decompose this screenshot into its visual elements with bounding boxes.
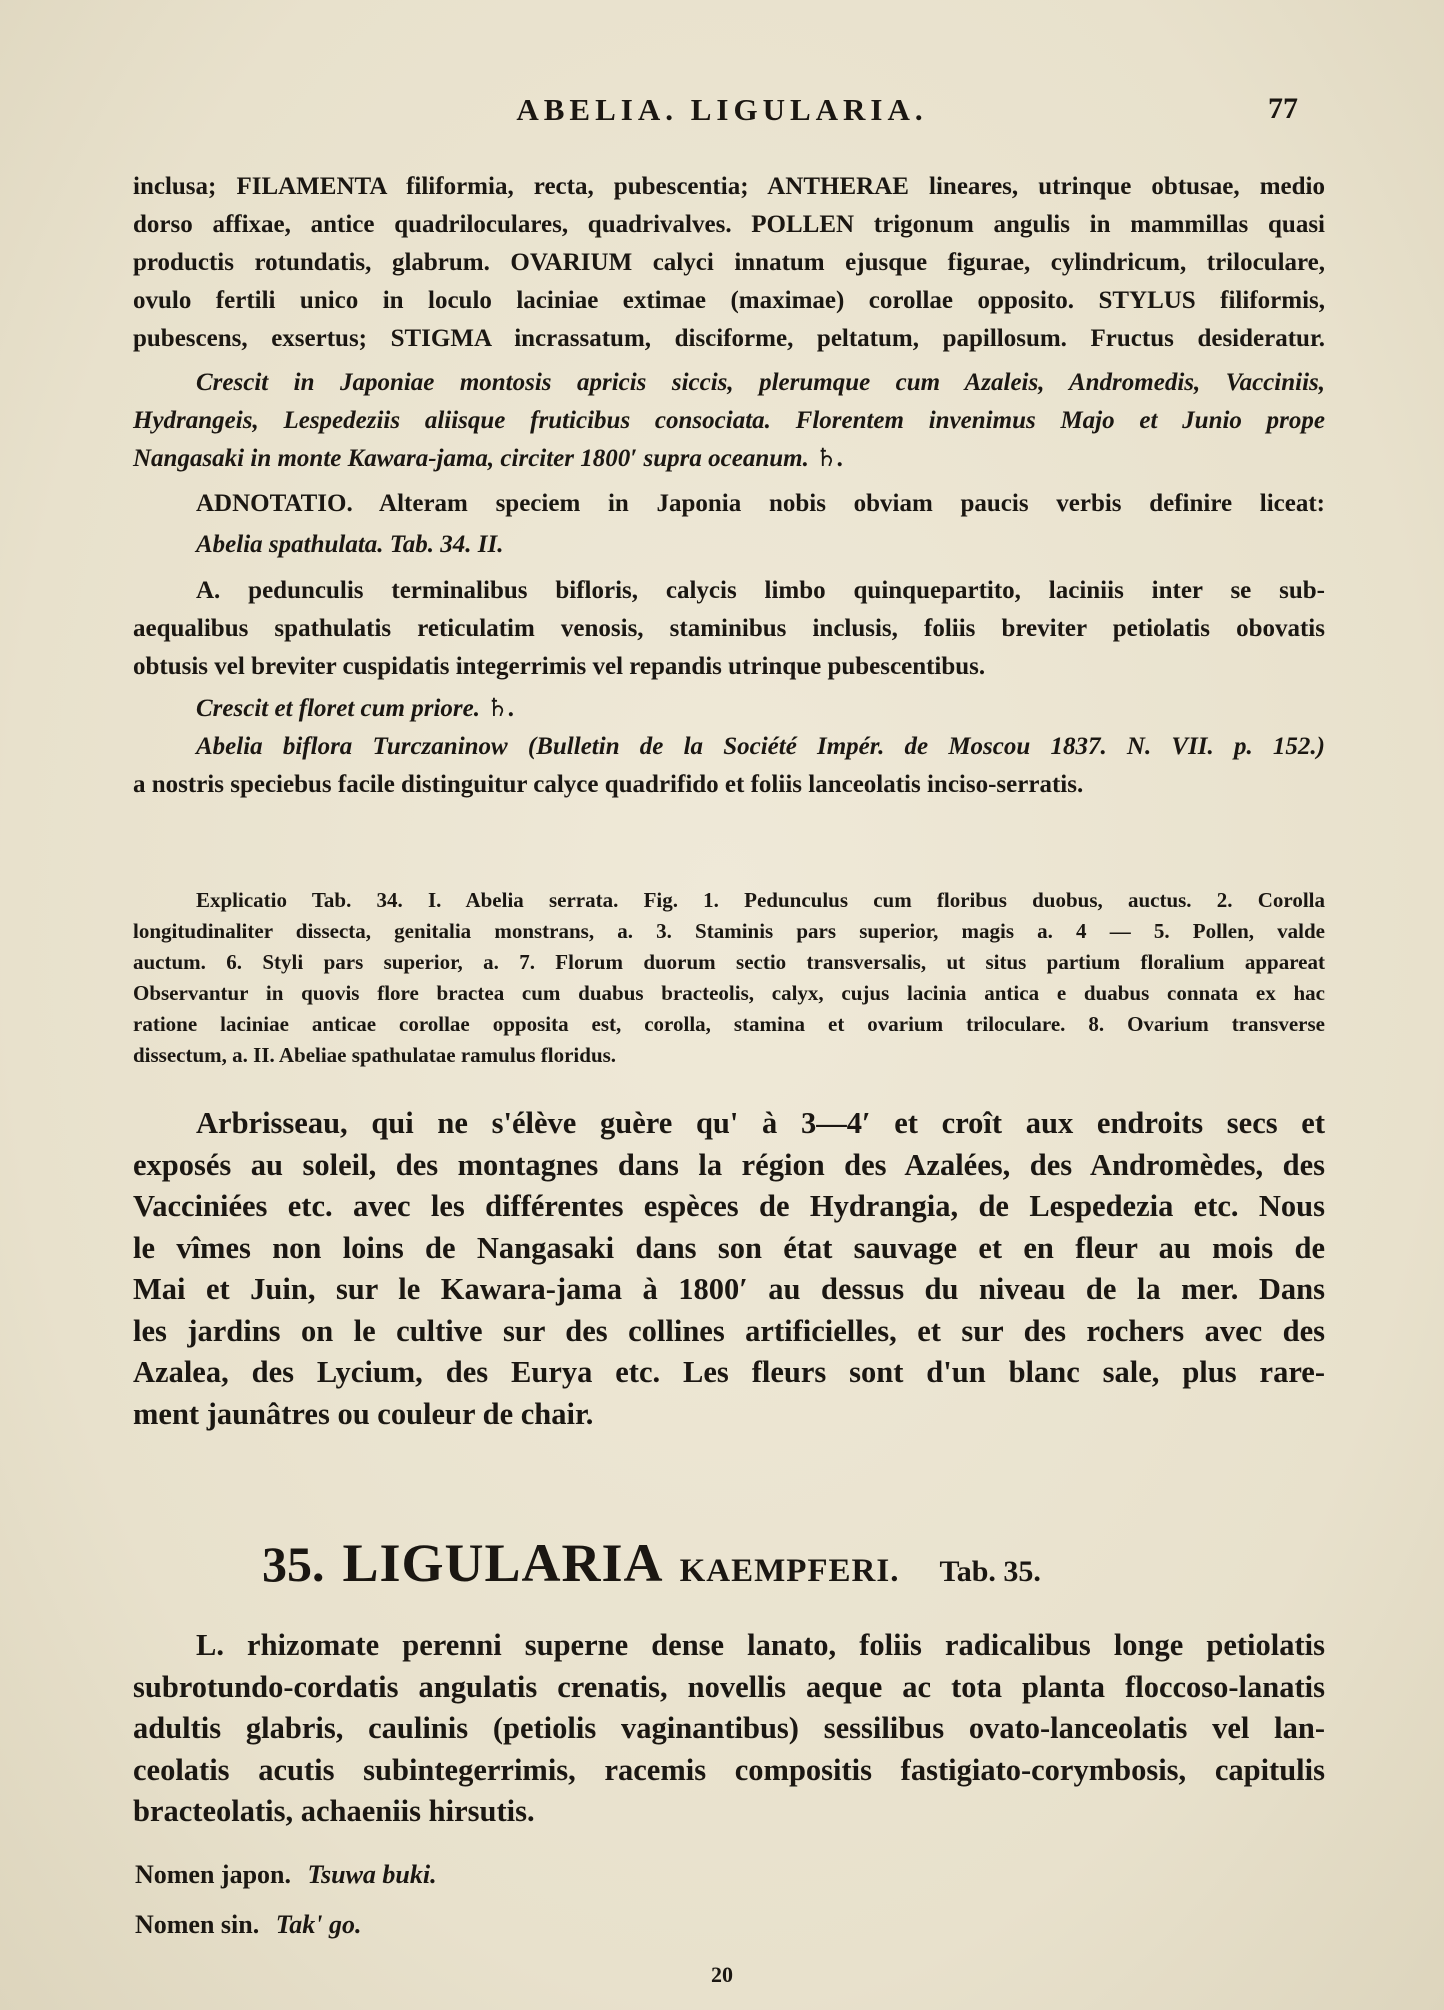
species-diagnosis-line: A. pedunculis terminalibus bifloris, calycis limbo quinquepartito, laciniis inter se sub- xyxy=(196,577,1325,604)
species-diagnosis-line: obtusis vel breviter cuspidatis integerrimis vel repandis utrinque pubescentibus. xyxy=(133,653,986,680)
section-tab: Tab. 35. xyxy=(939,1555,1041,1588)
french-line: Vacciniées etc. avec les différentes espèces de Hydrangia, de Lespedezia etc. Nous xyxy=(133,1189,1325,1223)
section-species: KAEMPFERI. xyxy=(679,1553,900,1589)
nomen-japon-value: Tsuwa buki. xyxy=(307,1860,437,1889)
description-line: ovulo fertili unico in loculo laciniae extimae (maximae) corollae opposito. STYLUS filiformis, xyxy=(133,287,1325,314)
habitat-line: Crescit in Japoniae montosis apricis siccis, plerumque cum Azaleis, Andromedis, Vacciniis, xyxy=(196,369,1325,396)
nomen-sin-label: Nomen sin. xyxy=(135,1910,260,1939)
crescit-line: Crescit et floret cum priore. ♄. xyxy=(196,695,515,722)
nomen-sin-value: Tak' go. xyxy=(275,1910,362,1939)
diagnosis-line: ceolatis acutis subintegerrimis, racemis compositis fastigiato-corymbosis, capitulis xyxy=(133,1752,1325,1787)
page-number: 77 xyxy=(1268,92,1298,125)
explicatio-line: Explicatio Tab. 34. I. Abelia serrata. Fig. 1. Pedunculus cum floribus duobus, auctus. 2. Corolla xyxy=(196,888,1325,912)
description-line: pubescens, exsertus; STIGMA incrassatum, disciforme, peltatum, papillosum. Fructus desideratur. xyxy=(133,325,1325,352)
diagnosis-paragraph xyxy=(133,1625,1325,1833)
nomen-japon xyxy=(135,1860,437,1890)
french-line: Mai et Juin, sur le Kawara-jama à 1800′ au dessus du niveau de la mer. Dans xyxy=(133,1272,1325,1306)
running-title: ABELIA. LIGULARIA. xyxy=(516,92,928,127)
french-line: Arbrisseau, qui ne s'élève guère qu' à 3—4′ et croît aux endroits secs et xyxy=(196,1106,1325,1140)
section-heading xyxy=(262,1532,1041,1594)
habitat-line: Nangasaki in monte Kawara-jama, circiter 1800′ supra oceanum. ♄. xyxy=(133,445,844,472)
french-line: les jardins on le cultive sur des collines artificielles, et sur des rochers avec des xyxy=(133,1313,1325,1348)
explicatio-line: longitudinaliter dissecta, genitalia monstrans, a. 3. Staminis pars superior, magis a. 4 — 5. Pollen, valde xyxy=(133,919,1325,943)
french-line: Azalea, des Lycium, des Eurya etc. Les fleurs sont d'un blanc sale, plus rare- xyxy=(133,1355,1325,1389)
nomen-japon-label: Nomen japon. xyxy=(135,1860,292,1889)
adnotatio-line: ADNOTATIO. Alteram speciem in Japonia nobis obviam paucis verbis definire liceat: xyxy=(196,490,1325,517)
french-line: exposés au soleil, des montagnes dans la région des Azalées, des Andromèdes, des xyxy=(133,1147,1325,1182)
biflora-line: a nostris speciebus facile distinguitur calyce quadrifido et foliis lanceolatis inciso-serratis. xyxy=(133,771,1084,798)
description-line: inclusa; FILAMENTA filiformia, recta, pubescentia; ANTHERAE lineares, utrinque obtusae, medio xyxy=(133,173,1325,200)
species-line: Abelia spathulata. Tab. 34. II. xyxy=(196,531,504,558)
habitat-line: Hydrangeis, Lespedeziis aliisque fruticibus consociata. Florentem invenimus Majo et Junio prope xyxy=(133,407,1325,434)
french-line: le vîmes non loins de Nangasaki dans son état sauvage et en fleur au mois de xyxy=(133,1230,1325,1265)
section-genus: LIGULARIA xyxy=(342,1533,664,1593)
biflora-line: Abelia biflora Turczaninow (Bulletin de la Société Impér. de Moscou 1837. N. VII. p. 152.) xyxy=(196,733,1325,760)
explicatio-line: ratione laciniae anticae corollae opposita est, corolla, stamina et ovarium triloculare. 8. Ovarium transverse xyxy=(133,1012,1325,1036)
description-section xyxy=(133,168,1325,804)
explicatio-line: auctum. 6. Styli pars superior, a. 7. Florum duorum sectio transversalis, ut situs partium floralium appareat xyxy=(133,950,1325,974)
french-paragraph xyxy=(133,1103,1325,1435)
description-line: dorso affixae, antice quadriloculares, quadrivalves. POLLEN trigonum angulis in mammillas quasi xyxy=(133,211,1325,238)
explicatio-line: dissectum, a. II. Abeliae spathulatae ramulus floridus. xyxy=(133,1043,617,1067)
description-line: productis rotundatis, glabrum. OVARIUM calyci innatum ejusque figurae, cylindricum, triloculare, xyxy=(133,249,1325,276)
species-diagnosis-line: aequalibus spathulatis reticulatim venosis, staminibus inclusis, foliis breviter petiolatis obovatis xyxy=(133,615,1325,642)
diagnosis-line: bracteolatis, achaeniis hirsutis. xyxy=(133,1794,535,1828)
french-line: ment jaunâtres ou couleur de chair. xyxy=(133,1396,594,1431)
explicatio-line: Observantur in quovis flore bractea cum duabus bracteolis, calyx, cujus lacinia antica e duabus connata ex hac xyxy=(133,981,1325,1005)
diagnosis-line: adultis glabris, caulinis (petiolis vaginantibus) sessilibus ovato-lanceolatis vel lan- xyxy=(133,1711,1325,1745)
signature-mark: 20 xyxy=(711,1962,733,1987)
explicatio-section xyxy=(133,885,1325,1071)
nomen-sin xyxy=(135,1910,361,1940)
section-number: 35. xyxy=(262,1536,325,1592)
diagnosis-line: subrotundo-cordatis angulatis crenatis, novellis aeque ac tota planta floccoso-lanatis xyxy=(133,1669,1325,1704)
diagnosis-line: L. rhizomate perenni superne dense lanato, foliis radicalibus longe petiolatis xyxy=(196,1628,1325,1662)
